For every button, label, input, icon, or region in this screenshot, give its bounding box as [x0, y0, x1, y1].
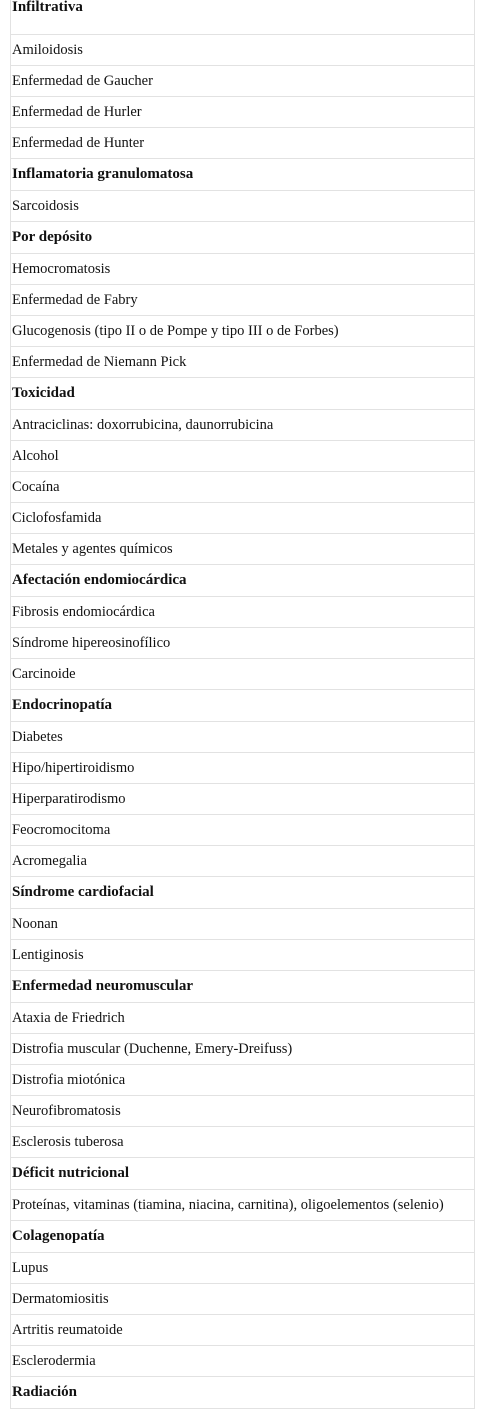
category-header-row: [11, 876, 474, 908]
item-label: Antraciclinas: doxorrubicina, daunorrubicina: [12, 416, 274, 433]
item-label: Esclerosis tuberosa: [12, 1133, 124, 1150]
item-label: Distrofia miotónica: [12, 1071, 126, 1088]
table-row: [11, 65, 474, 96]
item-label: Sarcoidosis: [12, 197, 79, 214]
table-row: [11, 471, 474, 502]
item-label: Enfermedad de Niemann Pick: [12, 353, 187, 370]
table-row: [11, 1283, 474, 1314]
table-row: [11, 1064, 474, 1095]
table-row: [11, 1189, 474, 1220]
category-label: Endocrinopatía: [12, 697, 113, 713]
item-label: Lupus: [12, 1259, 49, 1276]
table-row: [11, 533, 474, 564]
table-row: [11, 253, 474, 284]
table-row: [11, 127, 474, 158]
item-label: Feocromocitoma: [12, 821, 111, 838]
item-label: Acromegalia: [12, 852, 87, 869]
item-label: Enfermedad de Fabry: [12, 291, 138, 308]
category-header-row: [11, 1376, 474, 1408]
category-label: Infiltrativa: [12, 0, 83, 15]
category-header-row: [11, 1157, 474, 1189]
item-label: Alcohol: [12, 447, 59, 464]
table-row: [11, 1095, 474, 1126]
table-row: [11, 908, 474, 939]
category-label: Radiación: [12, 1384, 78, 1400]
table-row: [11, 190, 474, 221]
table-row: [11, 284, 474, 315]
category-label: Síndrome cardiofacial: [12, 884, 154, 900]
table-row: [11, 721, 474, 752]
item-label: Dermatomiositis: [12, 1290, 109, 1307]
category-label: Inflamatoria granulomatosa: [12, 166, 194, 182]
item-label: Cocaína: [12, 478, 60, 495]
item-label: Lentiginosis: [12, 946, 84, 963]
item-label: Glucogenosis (tipo II o de Pompe y tipo III o de Forbes): [12, 322, 339, 339]
item-label: Metales y agentes químicos: [12, 540, 173, 557]
table-row: [11, 658, 474, 689]
category-header-row: [11, 221, 474, 253]
table-row: [11, 627, 474, 658]
category-header-row: [11, 1220, 474, 1252]
table-row: [11, 939, 474, 970]
item-label: Diabetes: [12, 728, 63, 745]
table-row: [11, 96, 474, 127]
causes-table: [10, 0, 475, 1409]
category-header-row: [11, 689, 474, 721]
item-label: Fibrosis endomiocárdica: [12, 603, 155, 620]
table-row: [11, 1252, 474, 1283]
table-row: [11, 315, 474, 346]
category-label: Toxicidad: [12, 385, 75, 401]
table-row: [11, 783, 474, 814]
table-row: [11, 34, 474, 65]
table-row: [11, 1126, 474, 1157]
table-row: [11, 752, 474, 783]
item-label: Enfermedad de Hunter: [12, 134, 145, 151]
table-row: [11, 596, 474, 627]
item-label: Noonan: [12, 915, 58, 932]
category-label: Enfermedad neuromuscular: [12, 978, 193, 994]
category-label: Colagenopatía: [12, 1228, 105, 1244]
table-row: [11, 845, 474, 876]
item-label: Proteínas, vitaminas (tiamina, niacina, carnitina), oligoelementos (selenio): [12, 1196, 444, 1213]
table-row: [11, 502, 474, 533]
table-row: [11, 346, 474, 377]
table-row: [11, 440, 474, 471]
item-label: Ataxia de Friedrich: [12, 1009, 125, 1026]
item-label: Carcinoide: [12, 665, 76, 682]
category-header-row: [11, 970, 474, 1002]
item-label: Neurofibromatosis: [12, 1102, 121, 1119]
table-row: [11, 1345, 474, 1376]
category-header-row: [11, 377, 474, 409]
table-row: [11, 409, 474, 440]
item-label: Enfermedad de Hurler: [12, 103, 142, 120]
table-row: [11, 1002, 474, 1033]
category-label: Déficit nutricional: [12, 1165, 130, 1181]
table-row: [11, 814, 474, 845]
item-label: Hemocromatosis: [12, 260, 111, 277]
item-label: Enfermedad de Gaucher: [12, 72, 153, 89]
table-row: [11, 1314, 474, 1345]
item-label: Síndrome hipereosinofílico: [12, 634, 171, 651]
category-header-row: [11, 0, 474, 34]
category-label: Por depósito: [12, 229, 93, 245]
category-label: Afectación endomiocárdica: [12, 572, 187, 588]
item-label: Hipo/hipertiroidismo: [12, 759, 135, 776]
item-label: Artritis reumatoide: [12, 1321, 123, 1338]
item-label: Amiloidosis: [12, 41, 83, 58]
category-header-row: [11, 564, 474, 596]
item-label: Distrofia muscular (Duchenne, Emery-Dreifuss): [12, 1040, 293, 1057]
category-header-row: [11, 158, 474, 190]
table-row: [11, 1033, 474, 1064]
item-label: Hiperparatirodismo: [12, 790, 126, 807]
item-label: Esclerodermia: [12, 1352, 96, 1369]
item-label: Ciclofosfamida: [12, 509, 102, 526]
